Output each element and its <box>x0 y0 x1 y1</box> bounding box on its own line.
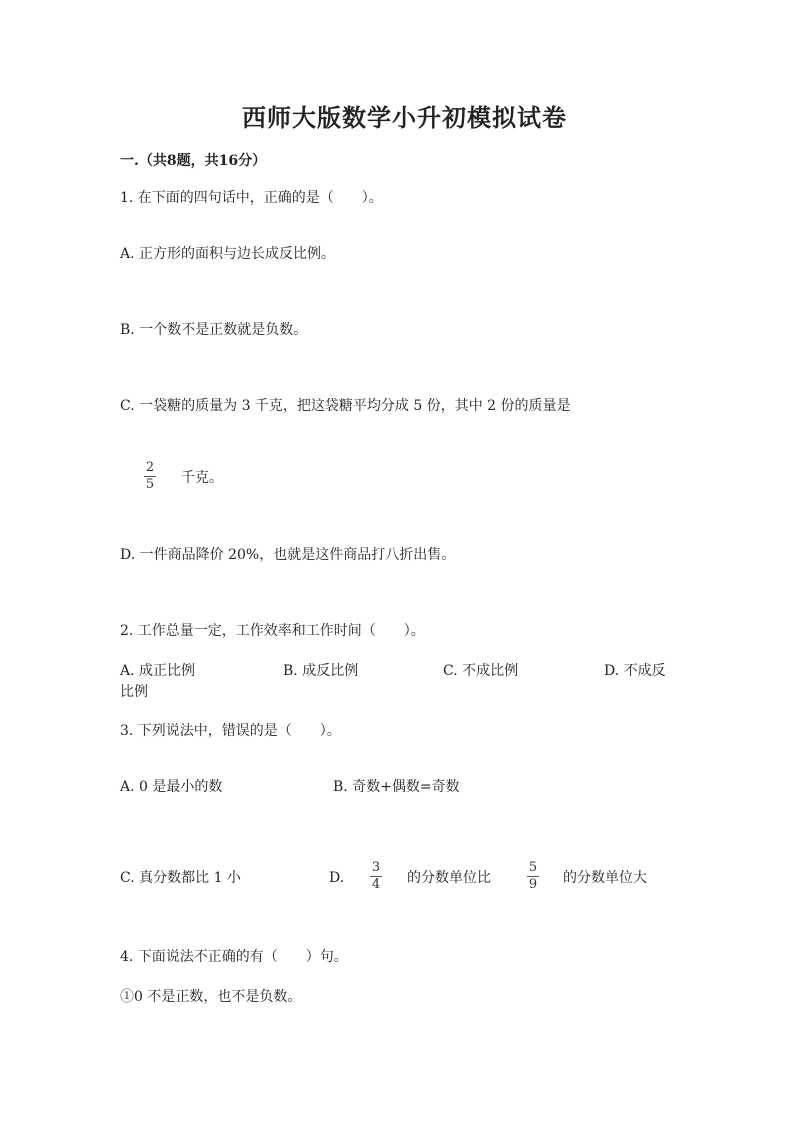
question-1-option-c-unit: 千克。 <box>181 470 223 486</box>
fraction-denominator: 9 <box>528 877 538 892</box>
question-3-option-c: C. 真分数都比 1 小 <box>120 870 241 886</box>
question-1-option-d: D. 一件商品降价 20%，也就是这件商品打八折出售。 <box>120 547 456 563</box>
question-3-fraction-2 <box>527 861 539 892</box>
question-4-stem: 4. 下面说法不正确的有（ ）句。 <box>120 949 348 965</box>
question-3-option-d-middle: 的分数单位比 <box>407 870 491 886</box>
question-2-option-d-wrap: 比例 <box>120 684 148 700</box>
question-2-option-b: B. 成反比例 <box>283 663 359 679</box>
fraction-numerator: 5 <box>528 860 538 875</box>
question-3-option-a: A. 0 是最小的数 <box>120 779 223 795</box>
page-title: 西师大版数学小升初模拟试卷 <box>242 103 567 132</box>
question-2-option-c: C. 不成比例 <box>443 663 519 679</box>
question-1-fraction <box>144 461 156 492</box>
question-1-option-a: A. 正方形的面积与边长成反比例。 <box>120 246 336 262</box>
section-heading: 一.（共8题，共16分） <box>120 153 267 169</box>
fraction-denominator: 5 <box>145 477 155 492</box>
question-3-option-d-end: 的分数单位大 <box>563 870 647 886</box>
question-3-option-d-label: D. <box>329 870 345 886</box>
question-1-option-b: B. 一个数不是正数就是负数。 <box>120 322 308 338</box>
question-2-option-d: D. 不成反 <box>604 663 666 679</box>
question-1-option-c: C. 一袋糖的质量为 3 千克，把这袋糖平均分成 5 份，其中 2 份的质量是 <box>120 398 571 414</box>
question-3-stem: 3. 下列说法中，错误的是（ ）。 <box>120 723 341 739</box>
fraction-numerator: 2 <box>145 460 155 475</box>
question-1-stem: 1. 在下面的四句话中，正确的是（ ）。 <box>120 190 383 206</box>
fraction-numerator: 3 <box>371 860 381 875</box>
question-2-option-a: A. 成正比例 <box>120 663 196 679</box>
fraction-denominator: 4 <box>371 877 381 892</box>
question-4-item-1: ①0 不是正数，也不是负数。 <box>120 989 302 1005</box>
question-2-stem: 2. 工作总量一定，工作效率和工作时间（ ）。 <box>120 623 425 639</box>
question-3-fraction-1 <box>370 861 382 892</box>
question-3-option-b: B. 奇数+偶数=奇数 <box>333 779 460 795</box>
